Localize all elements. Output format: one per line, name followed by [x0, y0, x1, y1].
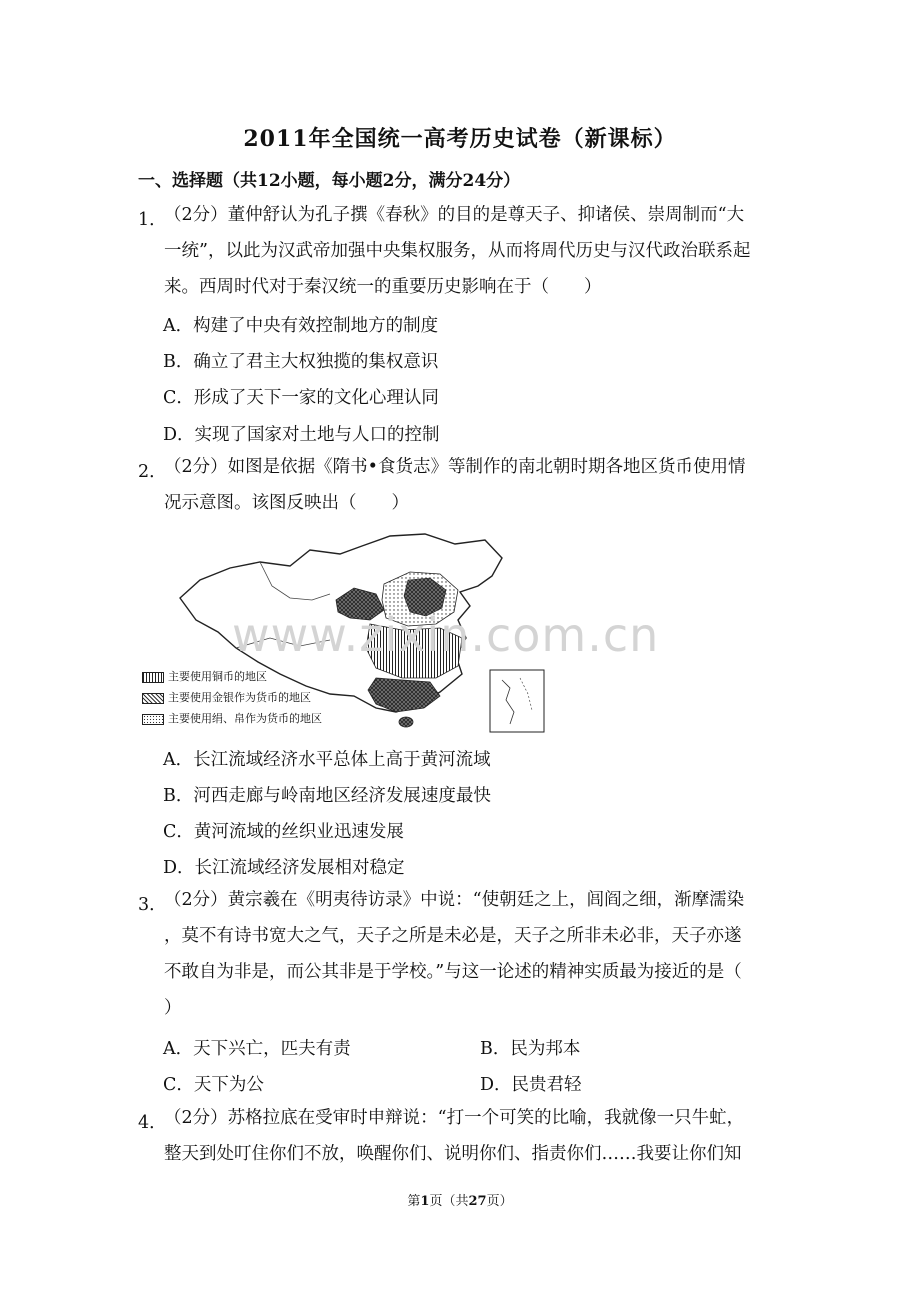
option-c[interactable]: C．形成了天下一家的文化心理认同 — [163, 388, 439, 408]
page-title: 2011年全国统一高考历史试卷（新课标） — [243, 126, 677, 152]
copper-swatch-icon — [142, 672, 164, 683]
option-b[interactable]: B．民为邦本 — [480, 1039, 581, 1059]
question-number: 4． — [138, 1113, 167, 1133]
option-b[interactable]: B．河西走廊与岭南地区经济发展速度最快 — [163, 786, 491, 806]
option-d[interactable]: D．实现了国家对土地与人口的控制 — [163, 425, 440, 445]
option-d[interactable]: D．长江流域经济发展相对稳定 — [163, 858, 405, 878]
option-a[interactable]: A．长江流域经济水平总体上高于黄河流域 — [163, 750, 491, 770]
question-text: 不敢自为非是，而公其非是于学校。”与这一论述的精神实质最为接近的是（ — [164, 962, 742, 982]
question-text: 况示意图。该图反映出（ ） — [164, 493, 409, 513]
question-text: ） — [164, 998, 182, 1018]
page-total: 27 — [468, 1194, 487, 1209]
gold-silver-swatch-icon — [142, 693, 164, 704]
question-text: （2分）苏格拉底在受审时申辩说：“打一个可笑的比喻，我就像一只牛虻， — [164, 1108, 745, 1128]
option-a[interactable]: A．构建了中央有效控制地方的制度 — [163, 316, 439, 336]
page-footer: 第1页（共27页） — [407, 1194, 513, 1209]
question-text: （2分）如图是依据《隋书•食货志》等制作的南北朝时期各地区货币使用情 — [164, 457, 746, 477]
question-text: 整天到处叮住你们不放，唤醒你们、说明你们、指责你们……我要让你们知 — [164, 1144, 742, 1164]
watermark: www.zixin.com.cn — [232, 608, 660, 662]
silk-swatch-icon — [142, 714, 164, 725]
legend-item-copper: 主要使用铜币的地区 — [142, 668, 267, 684]
option-a[interactable]: A．天下兴亡，匹夫有责 — [163, 1039, 351, 1059]
question-text: （2分）董仲舒认为孔子撰《春秋》的目的是尊天子、抑诸侯、崇周制而“大 — [164, 205, 745, 225]
question-text: ，莫不有诗书宽大之气，天子之所是未必是，天子之所非未必非，天子亦遂 — [164, 926, 742, 946]
option-b[interactable]: B．确立了君主大权独揽的集权意识 — [163, 352, 439, 372]
section-heading: 一、选择题（共12小题，每小题2分，满分24分） — [138, 171, 521, 191]
question-text: （2分）黄宗羲在《明夷待访录》中说：“使朝廷之上，闾阎之细，渐摩濡染 — [164, 890, 745, 910]
question-text: 来。西周时代对于秦汉统一的重要历史影响在于（ ） — [164, 277, 602, 297]
option-d[interactable]: D．民贵君轻 — [480, 1075, 582, 1095]
question-number: 3． — [138, 895, 167, 915]
question-number: 2． — [138, 462, 167, 482]
legend-item-gold-silver: 主要使用金银作为货币的地区 — [142, 689, 311, 705]
legend-item-silk: 主要使用绢、帛作为货币的地区 — [142, 710, 322, 726]
option-c[interactable]: C．天下为公 — [163, 1075, 264, 1095]
page-number: 1 — [420, 1194, 430, 1209]
question-text: 一统”，以此为汉武帝加强中央集权服务，从而将周代历史与汉代政治联系起 — [164, 241, 751, 261]
question-number: 1． — [138, 210, 167, 230]
option-c[interactable]: C．黄河流域的丝织业迅速发展 — [163, 822, 404, 842]
